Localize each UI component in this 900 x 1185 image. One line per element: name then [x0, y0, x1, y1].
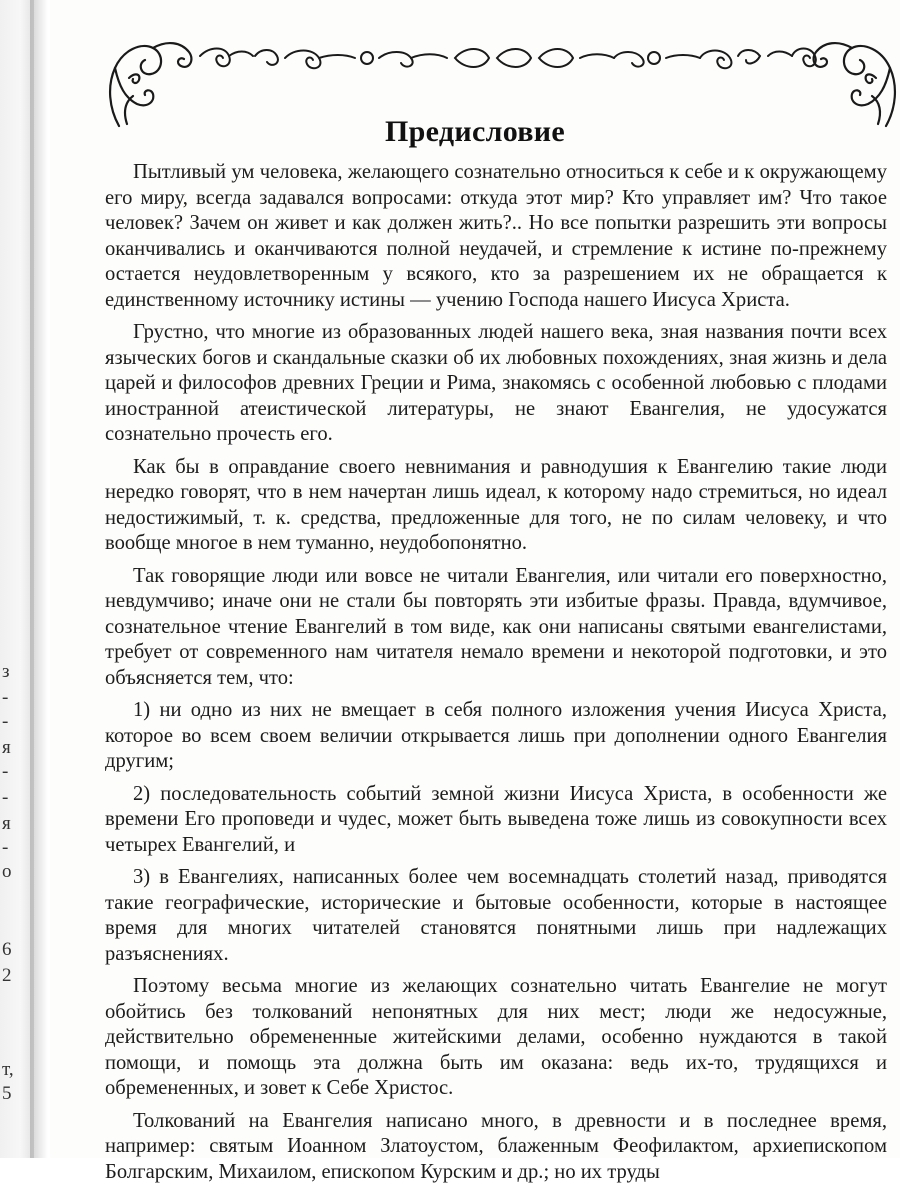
list-item: 3) в Евангелиях, написанных более чем восемнадцать столетий назад, приводятся такие географические, исторические и бытовые особенности, которые в настоящее время для многих читателей становятся понятными лишь при надлежащих разъяснениях. [105, 865, 887, 967]
paragraph: Поэтому весьма многие из желающих сознательно читать Евангелие не могут обойтись без толкований непонятных для них мест; люди же недосужные, действительно обремененные житейскими делами, особенно нуждаются в такой помощи, и помощь эта должна быть им оказана: ведь их-то, трудящихся и обремененных, и зовет к Себе Христос. [105, 974, 887, 1102]
margin-fragment: - [2, 762, 22, 781]
paragraph: Как бы в оправдание своего невнимания и равнодушия к Евангелию такие люди нередко говорят, что в нем начертан лишь идеал, к которому надо стремиться, но идеал недостижимый, т. к. средства, предложенные для того, не по силам человеку, и что вообще многое в нем туманно, неудобопонятно. [105, 455, 887, 557]
book-page [50, 0, 900, 1158]
margin-fragment: - [2, 788, 22, 807]
margin-fragment: я [2, 814, 22, 833]
margin-fragment: я [2, 738, 22, 757]
margin-fragment: о [2, 862, 22, 881]
margin-fragment: 2 [2, 966, 22, 985]
page-title: Предисловие [50, 115, 900, 149]
left-page-edge [0, 0, 34, 1158]
paragraph: Грустно, что многие из образованных людей нашего века, зная названия почти всех языческих богов и скандальные сказки об их любовных похождениях, зная жизнь и дела царей и философов древних Греции и Рима, знакомясь с особенной любовью с плодами иностранной атеистической литературы, не знают Евангелия, не удосужатся сознательно прочесть его. [105, 320, 887, 448]
paragraph: Так говорящие люди или вовсе не читали Евангелия, или читали его поверхностно, невдумчиво; иначе они не стали бы повторять эти избитые фразы. Правда, вдумчивое, сознательное чтение Евангелий в том виде, как они написаны святыми евангелистами, требует от современного нам читателя немало времени и некоторой подготовки, и это объясняется тем, что: [105, 564, 887, 692]
margin-fragment: т, [2, 1060, 22, 1079]
margin-fragment: з [2, 662, 22, 681]
book-gutter-shadow [30, 0, 48, 1158]
list-item: 2) последовательность событий земной жизни Иисуса Христа, в особенности же времени Его проповеди и чудес, может быть выведена тоже лишь из совокупности всех четырех Евангелий, и [105, 782, 887, 859]
margin-fragment: - [2, 838, 22, 857]
list-item: 1) ни одно из них не вмещает в себя полного изложения учения Иисуса Христа, которое во всем своем величии открывается лишь при дополнении одного Евангелия другим; [105, 698, 887, 775]
margin-fragment: 6 [2, 940, 22, 959]
decorative-border-ornament [105, 28, 900, 128]
paragraph: Пытливый ум человека, желающего сознательно относиться к себе и к окружающему его миру, всегда задавался вопросами: откуда этот мир? Кто управляет им? Что такое человек? Зачем он живет и как должен жить?.. Но все попытки разрешить эти вопросы оканчивались и оканчиваются полной неудачей, и стремление к истине по-прежнему остается неудовлетворенным у всякого, кто за разрешением их не обращается к единственному источнику истины — учению Господа нашего Иисуса Христа. [105, 160, 887, 313]
margin-fragment: - [2, 688, 22, 707]
margin-fragment: 5 [2, 1084, 22, 1103]
margin-fragment: - [2, 712, 22, 731]
body-text [105, 160, 887, 1185]
paragraph: Толкований на Евангелия написано много, в древности и в последнее время, например: святым Иоанном Златоустом, блаженным Феофилактом, архиепископом Болгарским, Михаилом, епископом Курским и др.; но их труды [105, 1109, 887, 1185]
